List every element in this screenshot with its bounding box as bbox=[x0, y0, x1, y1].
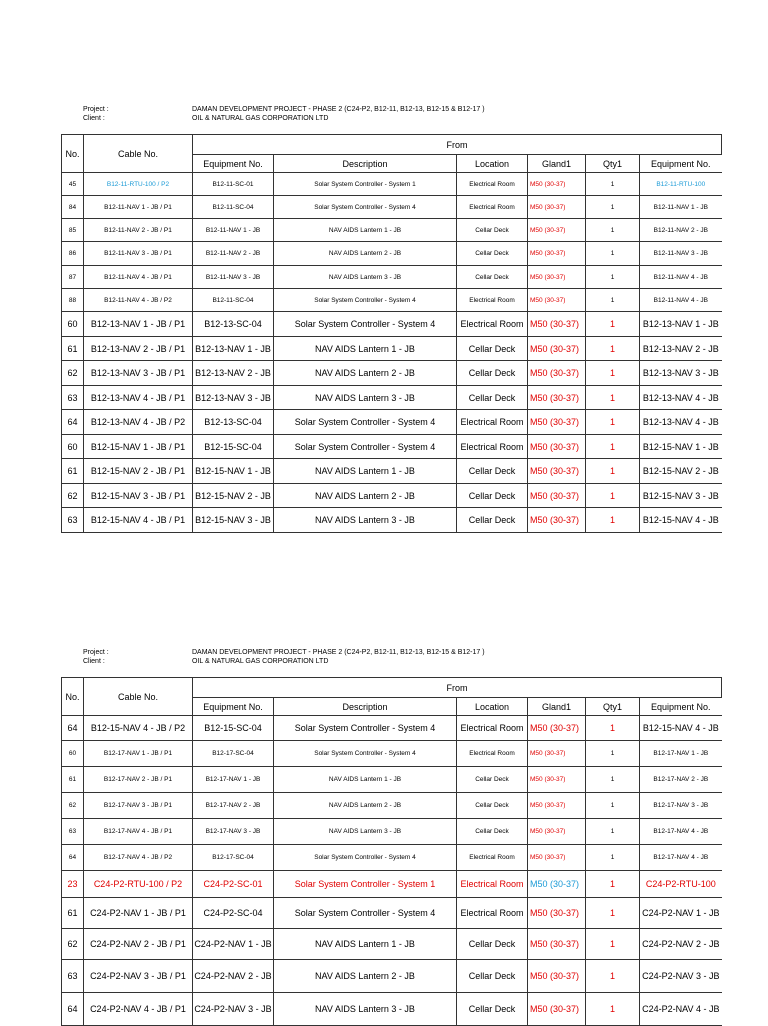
client-label: Client : bbox=[83, 115, 105, 122]
cell-qty: 1 bbox=[586, 929, 640, 960]
cell-location: Cellar Deck bbox=[457, 361, 528, 386]
table-row bbox=[62, 435, 722, 459]
cell-qty: 1 bbox=[586, 312, 640, 337]
cell-description: NAV AIDS Lantern 3 - JB bbox=[274, 819, 457, 845]
cell-no: 61 bbox=[62, 337, 84, 361]
cell-cable-no: B12-11-RTU-100 / P2 bbox=[84, 173, 193, 196]
col-header-description: Description bbox=[274, 155, 457, 173]
cable-schedule-table bbox=[61, 677, 722, 1026]
cell-gland: M50 (30-37) bbox=[528, 196, 586, 219]
cell-equipment-no: C24-P2-NAV 2 - JB bbox=[193, 960, 274, 993]
cell-cable-no: B12-13-NAV 4 - JB / P1 bbox=[84, 386, 193, 410]
cell-gland: M50 (30-37) bbox=[528, 508, 586, 533]
cell-to-equipment-no: B12-17-NAV 1 - JB bbox=[640, 741, 722, 767]
cell-qty: 1 bbox=[586, 196, 640, 219]
cell-gland: M50 (30-37) bbox=[528, 898, 586, 929]
cell-location: Electrical Room bbox=[457, 871, 528, 898]
cell-equipment-no: B12-13-SC-04 bbox=[193, 410, 274, 435]
cell-no: 87 bbox=[62, 266, 84, 289]
cell-to-equipment-no: B12-11-NAV 4 - JB bbox=[640, 289, 722, 312]
cell-equipment-no: B12-13-NAV 2 - JB bbox=[193, 361, 274, 386]
cell-description: NAV AIDS Lantern 3 - JB bbox=[274, 386, 457, 410]
cell-equipment-no: B12-11-SC-04 bbox=[193, 196, 274, 219]
cell-description: Solar System Controller - System 4 bbox=[274, 196, 457, 219]
cell-description: NAV AIDS Lantern 3 - JB bbox=[274, 266, 457, 289]
table-row bbox=[62, 898, 722, 929]
cell-qty: 1 bbox=[586, 435, 640, 459]
cell-location: Cellar Deck bbox=[457, 242, 528, 266]
table-row bbox=[62, 459, 722, 484]
col-header-to-equipment-no: Equipment No. bbox=[640, 155, 722, 173]
client-value: OIL & NATURAL GAS CORPORATION LTD bbox=[192, 115, 329, 122]
cell-gland: M50 (30-37) bbox=[528, 173, 586, 196]
cell-gland: M50 (30-37) bbox=[528, 767, 586, 793]
cell-description: NAV AIDS Lantern 3 - JB bbox=[274, 508, 457, 533]
cell-location: Cellar Deck bbox=[457, 508, 528, 533]
table-row bbox=[62, 871, 722, 898]
cell-cable-no: B12-15-NAV 4 - JB / P1 bbox=[84, 508, 193, 533]
cell-to-equipment-no: B12-15-NAV 3 - JB bbox=[640, 484, 722, 508]
cell-qty: 1 bbox=[586, 484, 640, 508]
table-row bbox=[62, 289, 722, 312]
cell-description: Solar System Controller - System 4 bbox=[274, 898, 457, 929]
cell-gland: M50 (30-37) bbox=[528, 793, 586, 819]
cell-gland: M50 (30-37) bbox=[528, 819, 586, 845]
cell-no: 61 bbox=[62, 767, 84, 793]
table-row bbox=[62, 484, 722, 508]
cell-description: Solar System Controller - System 4 bbox=[274, 845, 457, 871]
col-header-no: No. bbox=[62, 135, 84, 173]
cell-cable-no: B12-11-NAV 4 - JB / P2 bbox=[84, 289, 193, 312]
cell-qty: 1 bbox=[586, 361, 640, 386]
cell-description: NAV AIDS Lantern 1 - JB bbox=[274, 337, 457, 361]
cell-cable-no: B12-15-NAV 2 - JB / P1 bbox=[84, 459, 193, 484]
cell-location: Cellar Deck bbox=[457, 459, 528, 484]
cell-no: 62 bbox=[62, 793, 84, 819]
project-label: Project : bbox=[83, 106, 109, 113]
cell-location: Cellar Deck bbox=[457, 993, 528, 1026]
cell-no: 61 bbox=[62, 898, 84, 929]
cell-qty: 1 bbox=[586, 266, 640, 289]
cell-cable-no: C24-P2-NAV 4 - JB / P1 bbox=[84, 993, 193, 1026]
col-header-to-equipment-no: Equipment No. bbox=[640, 698, 722, 716]
cell-qty: 1 bbox=[586, 993, 640, 1026]
cell-gland: M50 (30-37) bbox=[528, 242, 586, 266]
table-row bbox=[62, 312, 722, 337]
table-row bbox=[62, 508, 722, 533]
cell-equipment-no: C24-P2-NAV 3 - JB bbox=[193, 993, 274, 1026]
col-header-qty: Qty1 bbox=[586, 698, 640, 716]
cell-description: Solar System Controller - System 1 bbox=[274, 173, 457, 196]
cell-qty: 1 bbox=[586, 242, 640, 266]
cell-location: Cellar Deck bbox=[457, 266, 528, 289]
cell-gland: M50 (30-37) bbox=[528, 871, 586, 898]
col-header-qty: Qty1 bbox=[586, 155, 640, 173]
cell-qty: 1 bbox=[586, 508, 640, 533]
client-label: Client : bbox=[83, 658, 105, 665]
cell-equipment-no: C24-P2-SC-04 bbox=[193, 898, 274, 929]
cell-location: Electrical Room bbox=[457, 289, 528, 312]
header-row bbox=[62, 135, 722, 155]
col-header-equipment-no: Equipment No. bbox=[193, 155, 274, 173]
cell-cable-no: B12-17-NAV 1 - JB / P1 bbox=[84, 741, 193, 767]
cell-no: 60 bbox=[62, 435, 84, 459]
cell-gland: M50 (30-37) bbox=[528, 289, 586, 312]
cell-equipment-no: B12-11-SC-01 bbox=[193, 173, 274, 196]
cell-to-equipment-no: C24-P2-NAV 3 - JB bbox=[640, 960, 722, 993]
cell-no: 61 bbox=[62, 459, 84, 484]
cell-cable-no: B12-13-NAV 1 - JB / P1 bbox=[84, 312, 193, 337]
cell-equipment-no: B12-13-SC-04 bbox=[193, 312, 274, 337]
cell-equipment-no: B12-11-NAV 3 - JB bbox=[193, 266, 274, 289]
client-value: OIL & NATURAL GAS CORPORATION LTD bbox=[192, 658, 329, 665]
cell-gland: M50 (30-37) bbox=[528, 266, 586, 289]
cell-qty: 1 bbox=[586, 845, 640, 871]
col-header-from: From bbox=[193, 135, 722, 155]
cell-cable-no: B12-13-NAV 2 - JB / P1 bbox=[84, 337, 193, 361]
table-row bbox=[62, 819, 722, 845]
project-label: Project : bbox=[83, 649, 109, 656]
cell-equipment-no: B12-17-SC-04 bbox=[193, 845, 274, 871]
cell-to-equipment-no: B12-15-NAV 4 - JB bbox=[640, 508, 722, 533]
cell-location: Cellar Deck bbox=[457, 484, 528, 508]
cell-cable-no: C24-P2-NAV 3 - JB / P1 bbox=[84, 960, 193, 993]
table-row bbox=[62, 741, 722, 767]
cell-equipment-no: C24-P2-NAV 1 - JB bbox=[193, 929, 274, 960]
cell-description: NAV AIDS Lantern 1 - JB bbox=[274, 459, 457, 484]
col-header-gland: Gland1 bbox=[528, 698, 586, 716]
cell-no: 63 bbox=[62, 819, 84, 845]
cell-qty: 1 bbox=[586, 289, 640, 312]
table-row bbox=[62, 266, 722, 289]
cell-to-equipment-no: B12-11-RTU-100 bbox=[640, 173, 722, 196]
project-value: DAMAN DEVELOPMENT PROJECT - PHASE 2 (C24-P2, B12-11, B12-13, B12-15 & B12-17 ) bbox=[192, 649, 485, 656]
cell-no: 60 bbox=[62, 741, 84, 767]
cell-location: Cellar Deck bbox=[457, 386, 528, 410]
cell-description: Solar System Controller - System 4 bbox=[274, 410, 457, 435]
cell-cable-no: B12-17-NAV 3 - JB / P1 bbox=[84, 793, 193, 819]
cell-to-equipment-no: B12-17-NAV 2 - JB bbox=[640, 767, 722, 793]
cell-location: Cellar Deck bbox=[457, 337, 528, 361]
col-header-no: No. bbox=[62, 678, 84, 716]
cell-equipment-no: B12-11-NAV 2 - JB bbox=[193, 242, 274, 266]
cell-description: Solar System Controller - System 4 bbox=[274, 289, 457, 312]
cell-cable-no: B12-15-NAV 3 - JB / P1 bbox=[84, 484, 193, 508]
cell-qty: 1 bbox=[586, 716, 640, 741]
col-header-from: From bbox=[193, 678, 722, 698]
cell-to-equipment-no: B12-13-NAV 3 - JB bbox=[640, 361, 722, 386]
cell-cable-no: B12-17-NAV 4 - JB / P1 bbox=[84, 819, 193, 845]
cell-location: Cellar Deck bbox=[457, 793, 528, 819]
cell-equipment-no: B12-11-SC-04 bbox=[193, 289, 274, 312]
cell-no: 63 bbox=[62, 508, 84, 533]
cell-gland: M50 (30-37) bbox=[528, 716, 586, 741]
cell-no: 62 bbox=[62, 361, 84, 386]
cell-cable-no: B12-11-NAV 1 - JB / P1 bbox=[84, 196, 193, 219]
cell-gland: M50 (30-37) bbox=[528, 337, 586, 361]
cell-location: Cellar Deck bbox=[457, 960, 528, 993]
table-row bbox=[62, 767, 722, 793]
col-header-cable-no: Cable No. bbox=[84, 135, 193, 173]
table-row bbox=[62, 929, 722, 960]
cell-gland: M50 (30-37) bbox=[528, 741, 586, 767]
cell-no: 64 bbox=[62, 845, 84, 871]
cell-description: NAV AIDS Lantern 2 - JB bbox=[274, 484, 457, 508]
cell-cable-no: B12-13-NAV 3 - JB / P1 bbox=[84, 361, 193, 386]
cell-equipment-no: B12-15-SC-04 bbox=[193, 716, 274, 741]
cell-gland: M50 (30-37) bbox=[528, 459, 586, 484]
table-row bbox=[62, 242, 722, 266]
cell-gland: M50 (30-37) bbox=[528, 929, 586, 960]
cell-no: 64 bbox=[62, 410, 84, 435]
cell-location: Electrical Room bbox=[457, 196, 528, 219]
cell-qty: 1 bbox=[586, 960, 640, 993]
cell-no: 23 bbox=[62, 871, 84, 898]
col-header-description: Description bbox=[274, 698, 457, 716]
cell-description: NAV AIDS Lantern 2 - JB bbox=[274, 242, 457, 266]
cell-to-equipment-no: C24-P2-NAV 4 - JB bbox=[640, 993, 722, 1026]
table-row bbox=[62, 386, 722, 410]
cell-qty: 1 bbox=[586, 898, 640, 929]
cell-equipment-no: B12-17-SC-04 bbox=[193, 741, 274, 767]
cell-location: Cellar Deck bbox=[457, 929, 528, 960]
table-row bbox=[62, 845, 722, 871]
cell-location: Electrical Room bbox=[457, 410, 528, 435]
cell-cable-no: B12-17-NAV 2 - JB / P1 bbox=[84, 767, 193, 793]
cell-to-equipment-no: B12-17-NAV 3 - JB bbox=[640, 793, 722, 819]
col-header-location: Location bbox=[457, 155, 528, 173]
cell-no: 85 bbox=[62, 219, 84, 242]
cell-no: 45 bbox=[62, 173, 84, 196]
cell-equipment-no: B12-17-NAV 1 - JB bbox=[193, 767, 274, 793]
cell-qty: 1 bbox=[586, 871, 640, 898]
cell-location: Electrical Room bbox=[457, 716, 528, 741]
cell-qty: 1 bbox=[586, 793, 640, 819]
cell-equipment-no: B12-17-NAV 2 - JB bbox=[193, 793, 274, 819]
cell-gland: M50 (30-37) bbox=[528, 993, 586, 1026]
cell-location: Electrical Room bbox=[457, 173, 528, 196]
cell-to-equipment-no: B12-11-NAV 4 - JB bbox=[640, 266, 722, 289]
cell-cable-no: C24-P2-NAV 1 - JB / P1 bbox=[84, 898, 193, 929]
cell-no: 84 bbox=[62, 196, 84, 219]
cell-equipment-no: B12-17-NAV 3 - JB bbox=[193, 819, 274, 845]
col-header-location: Location bbox=[457, 698, 528, 716]
cell-to-equipment-no: B12-15-NAV 4 - JB bbox=[640, 716, 722, 741]
cell-qty: 1 bbox=[586, 767, 640, 793]
cell-cable-no: B12-11-NAV 2 - JB / P1 bbox=[84, 219, 193, 242]
table-row bbox=[62, 337, 722, 361]
cell-gland: M50 (30-37) bbox=[528, 386, 586, 410]
cell-to-equipment-no: C24-P2-NAV 1 - JB bbox=[640, 898, 722, 929]
cell-description: NAV AIDS Lantern 3 - JB bbox=[274, 993, 457, 1026]
cell-description: Solar System Controller - System 4 bbox=[274, 312, 457, 337]
table-row bbox=[62, 993, 722, 1026]
cell-location: Electrical Room bbox=[457, 741, 528, 767]
cell-location: Cellar Deck bbox=[457, 219, 528, 242]
table-row bbox=[62, 196, 722, 219]
cell-description: NAV AIDS Lantern 2 - JB bbox=[274, 361, 457, 386]
cell-location: Cellar Deck bbox=[457, 819, 528, 845]
cell-gland: M50 (30-37) bbox=[528, 484, 586, 508]
cell-to-equipment-no: B12-11-NAV 2 - JB bbox=[640, 219, 722, 242]
cell-qty: 1 bbox=[586, 819, 640, 845]
cell-cable-no: B12-15-NAV 4 - JB / P2 bbox=[84, 716, 193, 741]
cell-gland: M50 (30-37) bbox=[528, 410, 586, 435]
cell-qty: 1 bbox=[586, 741, 640, 767]
cell-description: NAV AIDS Lantern 2 - JB bbox=[274, 793, 457, 819]
project-value: DAMAN DEVELOPMENT PROJECT - PHASE 2 (C24-P2, B12-11, B12-13, B12-15 & B12-17 ) bbox=[192, 106, 485, 113]
table-row bbox=[62, 410, 722, 435]
cell-no: 64 bbox=[62, 993, 84, 1026]
cell-equipment-no: C24-P2-SC-01 bbox=[193, 871, 274, 898]
cable-schedule-table bbox=[61, 134, 722, 533]
cell-cable-no: B12-11-NAV 3 - JB / P1 bbox=[84, 242, 193, 266]
cell-to-equipment-no: B12-15-NAV 2 - JB bbox=[640, 459, 722, 484]
cell-description: Solar System Controller - System 4 bbox=[274, 741, 457, 767]
cell-no: 88 bbox=[62, 289, 84, 312]
table-row bbox=[62, 960, 722, 993]
cell-to-equipment-no: B12-11-NAV 1 - JB bbox=[640, 196, 722, 219]
cell-equipment-no: B12-11-NAV 1 - JB bbox=[193, 219, 274, 242]
cell-to-equipment-no: C24-P2-RTU-100 bbox=[640, 871, 722, 898]
cell-to-equipment-no: B12-17-NAV 4 - JB bbox=[640, 819, 722, 845]
cell-no: 60 bbox=[62, 312, 84, 337]
cell-to-equipment-no: C24-P2-NAV 2 - JB bbox=[640, 929, 722, 960]
cell-description: NAV AIDS Lantern 1 - JB bbox=[274, 219, 457, 242]
table-row bbox=[62, 361, 722, 386]
cell-gland: M50 (30-37) bbox=[528, 219, 586, 242]
cell-gland: M50 (30-37) bbox=[528, 435, 586, 459]
cell-location: Electrical Room bbox=[457, 435, 528, 459]
cell-cable-no: B12-11-NAV 4 - JB / P1 bbox=[84, 266, 193, 289]
cell-no: 62 bbox=[62, 484, 84, 508]
cell-description: Solar System Controller - System 4 bbox=[274, 716, 457, 741]
cell-cable-no: B12-15-NAV 1 - JB / P1 bbox=[84, 435, 193, 459]
col-header-equipment-no: Equipment No. bbox=[193, 698, 274, 716]
cell-description: Solar System Controller - System 4 bbox=[274, 435, 457, 459]
cell-gland: M50 (30-37) bbox=[528, 361, 586, 386]
cell-cable-no: C24-P2-RTU-100 / P2 bbox=[84, 871, 193, 898]
cell-cable-no: C24-P2-NAV 2 - JB / P1 bbox=[84, 929, 193, 960]
cell-to-equipment-no: B12-13-NAV 1 - JB bbox=[640, 312, 722, 337]
cell-gland: M50 (30-37) bbox=[528, 312, 586, 337]
cell-equipment-no: B12-15-NAV 2 - JB bbox=[193, 484, 274, 508]
cell-equipment-no: B12-15-NAV 3 - JB bbox=[193, 508, 274, 533]
cell-to-equipment-no: B12-17-NAV 4 - JB bbox=[640, 845, 722, 871]
cell-qty: 1 bbox=[586, 337, 640, 361]
col-header-cable-no: Cable No. bbox=[84, 678, 193, 716]
cell-location: Electrical Room bbox=[457, 898, 528, 929]
cell-qty: 1 bbox=[586, 410, 640, 435]
cell-description: Solar System Controller - System 1 bbox=[274, 871, 457, 898]
table-row bbox=[62, 219, 722, 242]
cell-location: Cellar Deck bbox=[457, 767, 528, 793]
cell-no: 63 bbox=[62, 960, 84, 993]
cell-qty: 1 bbox=[586, 386, 640, 410]
cell-to-equipment-no: B12-15-NAV 1 - JB bbox=[640, 435, 722, 459]
cell-description: NAV AIDS Lantern 1 - JB bbox=[274, 767, 457, 793]
col-header-gland: Gland1 bbox=[528, 155, 586, 173]
cell-description: NAV AIDS Lantern 2 - JB bbox=[274, 960, 457, 993]
cell-no: 86 bbox=[62, 242, 84, 266]
cell-equipment-no: B12-15-SC-04 bbox=[193, 435, 274, 459]
cell-no: 62 bbox=[62, 929, 84, 960]
cell-gland: M50 (30-37) bbox=[528, 845, 586, 871]
cell-location: Electrical Room bbox=[457, 845, 528, 871]
cell-equipment-no: B12-13-NAV 3 - JB bbox=[193, 386, 274, 410]
cell-no: 63 bbox=[62, 386, 84, 410]
cell-qty: 1 bbox=[586, 219, 640, 242]
header-row bbox=[62, 678, 722, 698]
table-row bbox=[62, 173, 722, 196]
table-row bbox=[62, 793, 722, 819]
cell-to-equipment-no: B12-13-NAV 4 - JB bbox=[640, 410, 722, 435]
cell-cable-no: B12-13-NAV 4 - JB / P2 bbox=[84, 410, 193, 435]
cell-to-equipment-no: B12-13-NAV 4 - JB bbox=[640, 386, 722, 410]
cell-gland: M50 (30-37) bbox=[528, 960, 586, 993]
cell-description: NAV AIDS Lantern 1 - JB bbox=[274, 929, 457, 960]
cell-to-equipment-no: B12-11-NAV 3 - JB bbox=[640, 242, 722, 266]
cell-equipment-no: B12-13-NAV 1 - JB bbox=[193, 337, 274, 361]
cell-cable-no: B12-17-NAV 4 - JB / P2 bbox=[84, 845, 193, 871]
cell-no: 64 bbox=[62, 716, 84, 741]
table-row bbox=[62, 716, 722, 741]
cell-to-equipment-no: B12-13-NAV 2 - JB bbox=[640, 337, 722, 361]
cell-qty: 1 bbox=[586, 459, 640, 484]
cell-location: Electrical Room bbox=[457, 312, 528, 337]
cell-equipment-no: B12-15-NAV 1 - JB bbox=[193, 459, 274, 484]
cell-qty: 1 bbox=[586, 173, 640, 196]
